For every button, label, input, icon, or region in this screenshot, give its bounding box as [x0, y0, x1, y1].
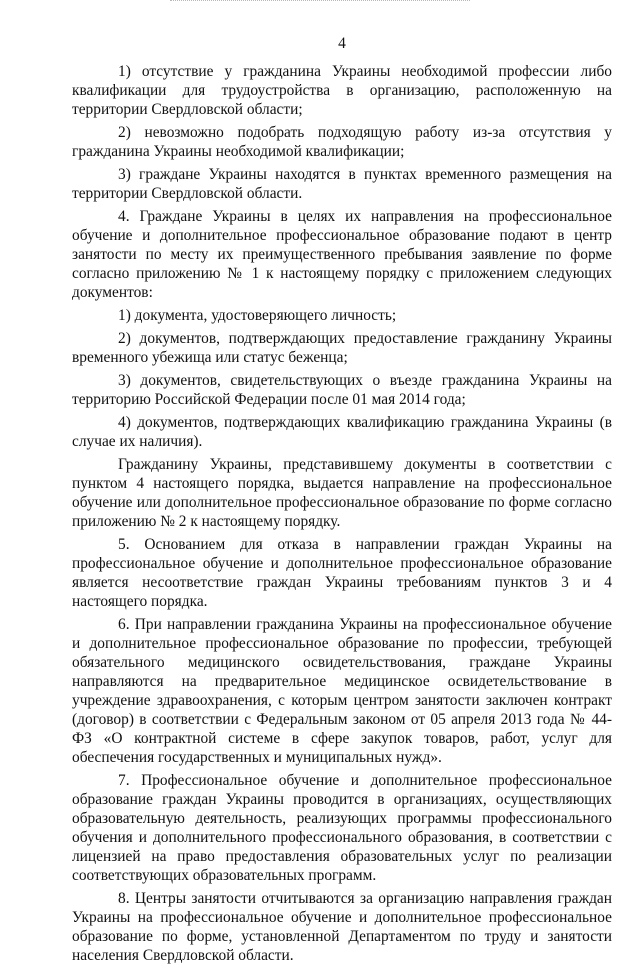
- paragraph-13: 8. Центры занятости отчитываются за организацию направления граждан Украины на профессиональное обучение и дополнительное профессиональное образование по форме, установленной Департаментом по труду и занятости населения Свердловской области.: [72, 890, 612, 964]
- page-number: 4: [338, 35, 346, 52]
- paragraph-5: 1) документа, удостоверяющего личность;: [118, 307, 397, 324]
- paragraph-12: 7. Профессиональное обучение и дополнительное профессиональное образование граждан Украины проводится в организациях, осуществляющих образовательную деятельность, реализующих программы профессионального обучения и дополнительного профессионального образования, в соответствии с лицензией на право предоставления образовательных услуг по реализации соответствующих образовательных программ.: [72, 772, 612, 884]
- scan-top-edge: [170, 0, 470, 2]
- paragraph-7: 3) документов, свидетельствующих о въезде гражданина Украины на территорию Российской Федерации после 01 мая 2014 года;: [72, 372, 612, 408]
- paragraph-9: Гражданину Украины, представившему документы в соответствии с пунктом 4 настоящего порядка, выдается направление на профессиональное обучение или дополнительное профессиональное образование по форме согласно приложению № 2 к настоящему порядку.: [72, 456, 612, 530]
- paragraph-3: 3) граждане Украины находятся в пунктах временного размещения на территории Свердловской области.: [72, 166, 612, 202]
- paragraph-4: 4. Граждане Украины в целях их направления на профессиональное обучение и дополнительное профессиональное образование подают в центр занятости по месту их преимущественного пребывания заявление по форме согласно приложению № 1 к настоящему порядку с приложением следующих документов:: [72, 208, 612, 301]
- paragraph-6: 2) документов, подтверждающих предоставление гражданину Украины временного убежища или статус беженца;: [72, 330, 612, 366]
- paragraph-8: 4) документов, подтверждающих квалификацию гражданина Украины (в случае их наличия).: [72, 414, 612, 450]
- paragraph-11: 6. При направлении гражданина Украины на профессиональное обучение и дополнительное профессиональное образование по профессии, требующей обязательного медицинского освидетельствования, граждане Украины направляются на предварительное медицинское освидетельствование в учреждение здравоохранения, с которым центром занятости заключен контракт (договор) в соответствии с Федеральным законом от 05 апреля 2013 года № 44-ФЗ «О контрактной системе в сфере закупок товаров, работ, услуг для обеспечения государственных и муниципальных нужд».: [72, 616, 612, 766]
- document-page: [72, 34, 612, 969]
- paragraph-1: 1) отсутствие у гражданина Украины необходимой профессии либо квалификации для трудоустройства в организацию, расположенную на территории Свердловской области;: [72, 63, 612, 118]
- paragraph-2: 2) невозможно подобрать подходящую работу из-за отсутствия у гражданина Украины необходимой квалификации;: [72, 124, 612, 160]
- paragraph-10: 5. Основанием для отказа в направлении граждан Украины на профессиональное обучение и дополнительное профессиональное образование является несоответствие граждан Украины требованиям пунктов 3 и 4 настоящего порядка.: [72, 536, 612, 610]
